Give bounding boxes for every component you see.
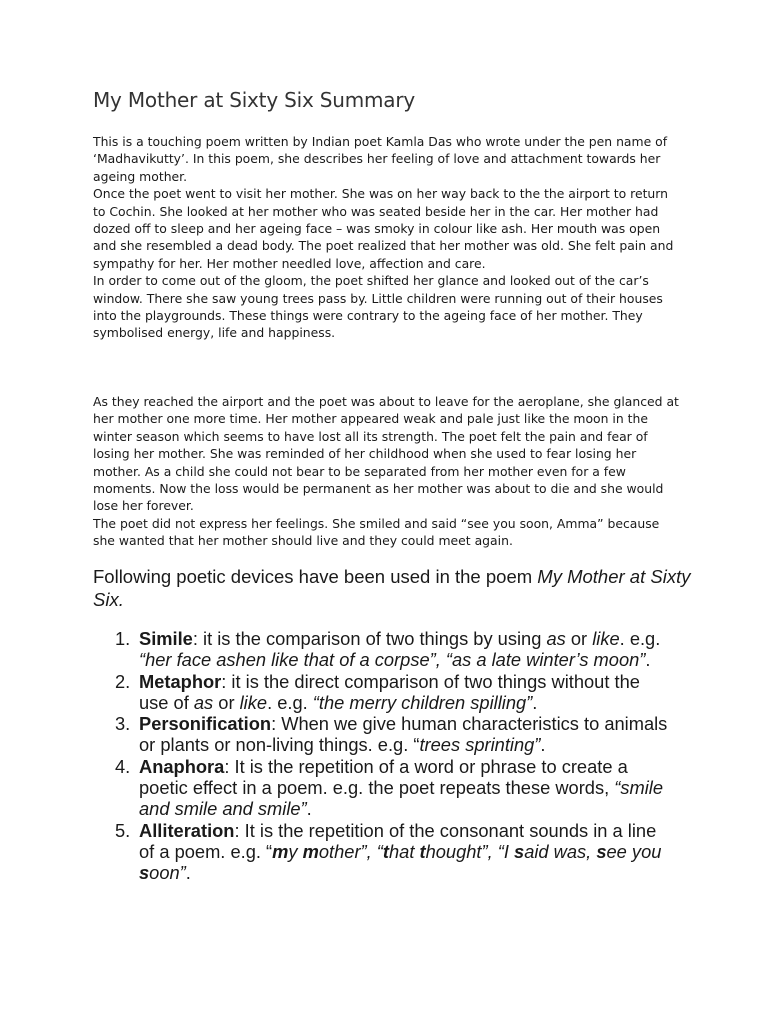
list-item-metaphor [93,671,673,714]
paragraph: As they reached the airport and the poet was about to leave for the aeroplane, she glanced at her mother one more time. Her mother appeared weak and pale just like the moon in the winter season which seems to have lost all its strength. The poet felt the pain and fear of losing her mother. She was reminded of her childhood when she used to fear losing her mother. As a child she could not bear to be separated from her mother even for a few moments. Now the loss would be permanent as her mother was about to die and she would lose her forever. [93,394,679,514]
devices-intro-text: Following poetic devices have been used in the poem [93,566,538,587]
example-fragment: other”, “ [318,840,383,862]
device-definition: : When we give human characteristics to animals or plants or non-living things. e.g. “ [139,713,668,756]
paragraph: In order to come out of the gloom, the poet shifted her glance and looked out of the car’s window. There she saw young trees pass by. Little children were running out of their houses into the playgrounds. These things were contrary to the ageing face of her mother. They symbolised energy, life and happiness. [93,273,663,341]
poetic-devices-list [93,628,673,884]
end-punct: . [645,649,651,671]
device-example: “smile and smile and smile” [139,777,664,820]
devices-intro [93,566,693,611]
alliteration-letter: t [382,840,389,862]
device-term: Anaphora [139,755,225,777]
list-number: 3. [115,713,131,735]
device-example: “her face ashen like that of a corpse”, “as a late winter’s moon” [139,649,646,671]
end-punct: . [540,734,546,756]
list-number: 4. [115,755,131,777]
list-item-personification [93,713,673,756]
example-fragment: hought”, “I [425,840,515,862]
list-number: 5. [115,819,131,841]
device-term: Metaphor [139,670,222,692]
list-item-simile [93,628,673,671]
device-definition: : it is the direct comparison of two things without the use of [139,670,640,713]
example-fragment: y [288,840,303,862]
keyword: like [592,628,620,649]
alliteration-letter: s [596,840,607,862]
list-number: 1. [115,628,131,649]
connector: or [213,691,240,713]
example-fragment: ee you [606,840,662,862]
keyword: like [239,691,268,713]
alliteration-letter: m [302,840,319,862]
device-term: Personification [139,713,272,735]
paragraph: The poet did not express her feelings. She smiled and said “see you soon, Amma” because she wanted that her mother should live and they could meet again. [93,515,660,549]
list-item-alliteration [93,820,673,884]
eg-text: . e.g. [267,691,313,713]
alliteration-letter: t [419,840,426,862]
keyword: as [546,628,566,649]
eg-text: . e.g. [619,628,661,649]
device-definition: : it is the comparison of two things by using [192,628,547,649]
alliteration-letter: s [139,862,150,884]
paragraph: Once the poet went to visit her mother. She was on her way back to the the airport to return to Cochin. She looked at her mother who was seated beside her in the car. Her mother had dozed off to sleep and her ageing face – was smoky in colour like ash. Her mouth was open and she resembled a dead body. The poet realized that her mother was old. She felt pain and sympathy for her. Her mother needled love, affection and care. [93,186,674,271]
device-definition: : It is the repetition of the consonant sounds in a line of a poem. e.g. “ [139,819,657,862]
device-term: Alliteration [139,819,235,841]
page-title: My Mother at Sixty Six Summary [93,88,416,112]
device-definition: : It is the repetition of a word or phrase to create a poetic effect in a poem. e.g. the poet repeats these words, [139,755,628,799]
example-fragment: hat [389,840,420,862]
poem-title: My Mother at Sixty Six. [93,566,691,610]
alliteration-letter: m [272,840,289,862]
connector: or [565,628,593,649]
device-example: “the merry children spilling” [312,691,533,713]
device-example: trees sprinting” [419,734,541,756]
end-punct: . [532,691,538,713]
paragraph: This is a touching poem written by Indian poet Kamla Das who wrote under the pen name of ‘Madhavikutty’. In this poem, she describes her feeling of love and attachment towards her ageing mother. [93,134,668,184]
end-punct: . [306,798,312,820]
list-number: 2. [115,670,131,692]
device-term: Simile [139,628,193,649]
alliteration-letter: s [514,840,525,862]
summary-block-bottom [93,393,683,550]
example-fragment: aid was, [524,840,597,862]
summary-block-top [93,133,683,342]
keyword: as [193,691,214,713]
list-item-anaphora [93,756,673,820]
example-fragment: oon” [149,862,186,884]
end-punct: . [185,862,191,884]
